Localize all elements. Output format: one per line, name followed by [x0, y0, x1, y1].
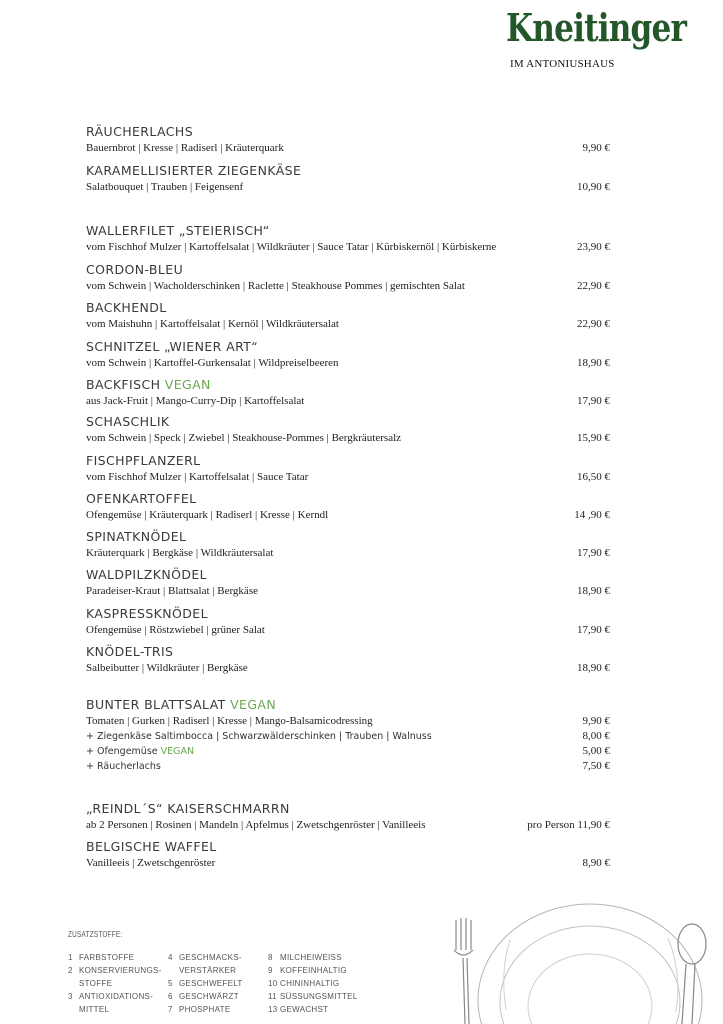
brand-subtitle: IM ANTONIUSHAUS	[510, 58, 615, 70]
item-name: KASPRESSKNÖDEL	[86, 606, 208, 621]
extra-label: + Ziegenkäse Saltimbocca | Schwarzwälderschinken | Trauben | Walnuss	[86, 731, 432, 742]
additive-entry: 11 SÜSSUNGSMITTEL	[268, 992, 358, 1001]
salad-extra	[86, 744, 610, 759]
additives-column	[268, 951, 358, 1016]
additive-entry: VERSTÄRKER	[179, 966, 237, 975]
menu-item	[86, 262, 610, 294]
extra-price: 7,50 €	[582, 760, 610, 772]
item-price: 23,90 €	[577, 241, 610, 253]
item-description: Kräuterquark | Bergkäse | Wildkräutersalat	[86, 547, 274, 559]
additive-entry: 2 KONSERVIERUNGS-	[68, 966, 162, 975]
menu-item	[86, 377, 610, 409]
extra-price: 5,00 €	[582, 745, 610, 757]
extra-price: 8,00 €	[582, 730, 610, 742]
item-description: ab 2 Personen | Rosinen | Mandeln | Apfelmus | Zwetschgenröster | Vanilleeis	[86, 819, 426, 831]
extra-label: + Ofengemüse VEGAN	[86, 746, 195, 757]
additives-title: ZUSATZSTOFFE:	[68, 930, 123, 939]
fork-icon	[454, 918, 473, 1024]
item-name: OFENKARTOFFEL	[86, 491, 197, 506]
menu-item	[86, 567, 610, 599]
item-description: Bauernbrot | Kresse | Radiserl | Kräuterquark	[86, 142, 284, 154]
salad-extra	[86, 729, 610, 744]
item-name: RÄUCHERLACHS	[86, 124, 194, 139]
item-price: 18,90 €	[577, 662, 610, 674]
item-description: Salbeibutter | Wildkräuter | Bergkäse	[86, 662, 248, 674]
item-name: BELGISCHE WAFFEL	[86, 839, 217, 854]
menu-item	[86, 644, 610, 676]
item-description: Salatbouquet | Trauben | Feigensenf	[86, 181, 244, 193]
item-price: 9,90 €	[582, 142, 610, 154]
additives-column	[68, 951, 162, 1016]
item-name: WALDPILZKNÖDEL	[86, 567, 208, 582]
item-description: vom Maishuhn | Kartoffelsalat | Kernöl | Wildkräutersalat	[86, 318, 339, 330]
additive-entry: 6 GESCHWÄRZT	[168, 992, 239, 1001]
item-name: BUNTER BLATTSALAT VEGAN	[86, 697, 277, 712]
item-description: Tomaten | Gurken | Radiserl | Kresse | Mango-Balsamicodressing	[86, 715, 373, 727]
item-name: „REINDL´S“ KAISERSCHMARRN	[86, 801, 290, 816]
item-price: pro Person 11,90 €	[527, 819, 610, 831]
menu-item	[86, 124, 610, 156]
item-description: vom Schwein | Speck | Zwiebel | Steakhouse-Pommes | Bergkräutersalz	[86, 432, 402, 444]
item-description: Ofengemüse | Röstzwiebel | grüner Salat	[86, 624, 265, 636]
menu-item	[86, 414, 610, 446]
item-description: Paradeiser-Kraut | Blattsalat | Bergkäse	[86, 585, 258, 597]
item-price: 17,90 €	[577, 395, 610, 407]
menu-item	[86, 606, 610, 638]
item-name: BACKHENDL	[86, 300, 167, 315]
vegan-tag: VEGAN	[164, 377, 211, 392]
menu-item	[86, 339, 610, 371]
item-description: Vanilleeis | Zwetschgenröster	[86, 857, 216, 869]
item-name: CORDON-BLEU	[86, 262, 184, 277]
additive-entry: 8 MILCHEIWEISS	[268, 953, 342, 962]
item-name: FISCHPFLANZERL	[86, 453, 201, 468]
menu-item	[86, 697, 610, 774]
item-name: SCHNITZEL „WIENER ART“	[86, 339, 259, 354]
item-name: KNÖDEL-TRIS	[86, 644, 174, 659]
vegan-tag: VEGAN	[230, 697, 277, 712]
item-price: 17,90 €	[577, 547, 610, 559]
item-description: vom Fischhof Mulzer | Kartoffelsalat | Wildkräuter | Sauce Tatar | Kürbiskernöl | Kürbiskerne	[86, 241, 497, 253]
item-price: 17,90 €	[577, 624, 610, 636]
menu-item	[86, 223, 610, 255]
item-description: vom Schwein | Wacholderschinken | Raclette | Steakhouse Pommes | gemischten Salat	[86, 280, 465, 292]
additive-entry: 4 GESCHMACKS-	[168, 953, 242, 962]
item-price: 16,50 €	[577, 471, 610, 483]
additive-entry: MITTEL	[79, 1005, 110, 1014]
item-price: 14 ,90 €	[574, 509, 610, 521]
item-name: WALLERFILET „STEIERISCH“	[86, 223, 270, 238]
additive-entry: 13 GEWACHST	[268, 1005, 329, 1014]
item-description: aus Jack-Fruit | Mango-Curry-Dip | Kartoffelsalat	[86, 395, 305, 407]
menu-item	[86, 801, 610, 833]
additive-entry: 1 FARBSTOFFE	[68, 953, 135, 962]
item-name: BACKFISCH VEGAN	[86, 377, 211, 392]
item-price: 18,90 €	[577, 585, 610, 597]
item-price: 8,90 €	[582, 857, 610, 869]
menu-item	[86, 491, 610, 523]
menu-item	[86, 529, 610, 561]
brand-name: Kneitinger	[506, 5, 687, 50]
additive-entry: 3 ANTIOXIDATIONS-	[68, 992, 154, 1001]
brand-logo	[506, 5, 687, 70]
item-price: 9,90 €	[582, 715, 610, 727]
item-name: SPINATKNÖDEL	[86, 529, 187, 544]
additive-entry: 7 PHOSPHATE	[168, 1005, 231, 1014]
item-name: SCHASCHLIK	[86, 414, 170, 429]
item-price: 22,90 €	[577, 280, 610, 292]
item-price: 15,90 €	[577, 432, 610, 444]
item-price: 22,90 €	[577, 318, 610, 330]
item-price: 18,90 €	[577, 357, 610, 369]
extra-label: + Räucherlachs	[86, 761, 161, 772]
item-name: KARAMELLISIERTER ZIEGENKÄSE	[86, 163, 302, 178]
menu-item	[86, 163, 610, 195]
menu-item	[86, 300, 610, 332]
menu-item	[86, 453, 610, 485]
additives-column	[168, 951, 243, 1016]
item-description: vom Schwein | Kartoffel-Gurkensalat | Wildpreiselbeeren	[86, 357, 339, 369]
additive-entry: 10 CHININHALTIG	[268, 979, 340, 988]
additive-entry: 5 GESCHWEFELT	[168, 979, 243, 988]
menu-item	[86, 839, 610, 871]
plate-illustration	[440, 880, 723, 1024]
item-description: Ofengemüse | Kräuterquark | Radiserl | Kresse | Kerndl	[86, 509, 329, 521]
item-price: 10,90 €	[577, 181, 610, 193]
item-description: vom Fischhof Mulzer | Kartoffelsalat | Sauce Tatar	[86, 471, 309, 483]
vegan-tag: VEGAN	[160, 746, 195, 757]
additive-entry: STOFFE	[79, 979, 113, 988]
additive-entry: 9 KOFFEINHALTIG	[268, 966, 347, 975]
salad-extra	[86, 759, 610, 774]
